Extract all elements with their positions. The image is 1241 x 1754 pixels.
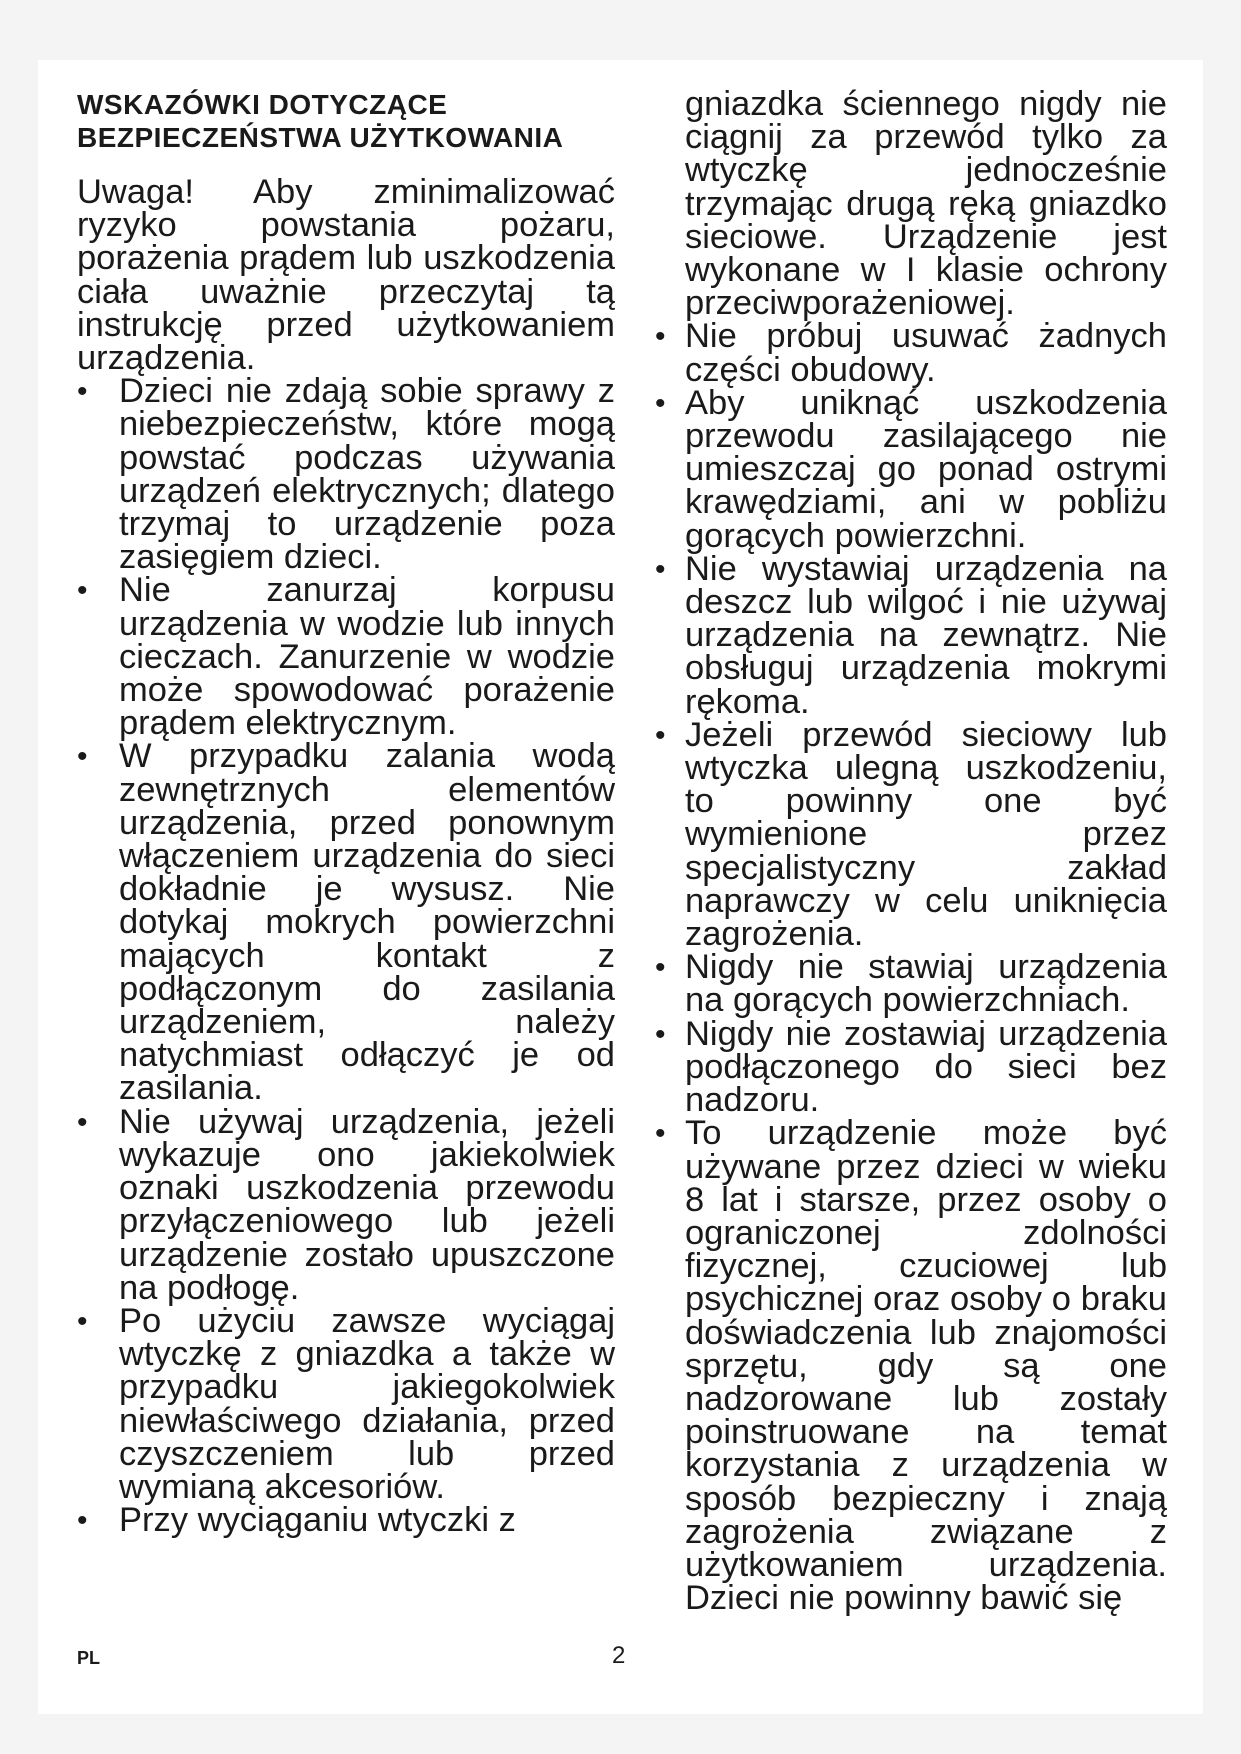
list-item: • Po użyciu zawsze wyciągaj wtyczkę z gniazdka a także w przypadku jakiegokolwiek niewłaściwego działania, przed czyszczeniem lub przed wymianą akcesoriów. [77, 1301, 615, 1506]
bullet-icon: • [77, 740, 88, 774]
bullet-icon: • [77, 1304, 88, 1338]
bullet-icon: • [655, 552, 666, 586]
list-item: • Dzieci nie zdają sobie sprawy z niebezpieczeństw, które mogą powstać podczas używania urządzeń elektrycznych; dlatego trzymaj to urządzenie poza zasięgiem dzieci. [77, 372, 615, 577]
list-item: • Aby uniknąć uszkodzenia przewodu zasilającego nie umieszczaj go ponad ostrymi krawędziami, ani w pobliżu gorących powierzchni. [655, 383, 1167, 555]
list-item: • Nigdy nie stawiaj urządzenia na gorących powierzchniach. [655, 948, 1167, 1020]
left-bullet-list [77, 372, 615, 1540]
list-item: • Przy wyciąganiu wtyczki z [77, 1501, 516, 1540]
bullet-icon: • [77, 1504, 88, 1538]
bullet-icon: • [77, 375, 88, 409]
list-item: • Nie używaj urządzenia, jeżeli wykazuje ono jakiekolwiek oznaki uszkodzenia przewodu przyłączeniowego lub jeżeli urządzenie zostało upuszczone na podłogę. [77, 1102, 615, 1307]
bullet-icon: • [655, 951, 666, 985]
right-column [655, 85, 1167, 1618]
left-column [77, 88, 615, 1540]
section-heading: WSKAZÓWKI DOTYCZĄCE BEZPIECZEŃSTWA UŻYTKOWANIA [77, 89, 564, 153]
footer-language-code: PL [77, 1648, 101, 1668]
list-item: • Jeżeli przewód sieciowy lub wtyczka ulegną uszkodzeniu, to powinny one być wymienione przez specjalistyczny zakład naprawczy w celu uniknięcia zagrożenia. [655, 715, 1167, 954]
bullet-icon: • [655, 320, 666, 354]
page-number: 2 [612, 1642, 626, 1669]
list-item: • Nie zanurzaj korpusu urządzenia w wodzie lub innych cieczach. Zanurzenie w wodzie może spowodować porażenie prądem elektrycznym. [77, 571, 615, 743]
list-item: • Nie wystawiaj urządzenia na deszcz lub wilgoć i nie używaj urządzenia na zewnątrz. Nie obsługuj urządzenia mokrymi rękoma. [655, 549, 1167, 721]
list-item: • Nie próbuj usuwać żadnych części obudowy. [655, 317, 1167, 389]
bullet-icon: • [77, 574, 88, 608]
list-item: • W przypadku zalania wodą zewnętrznych elementów urządzenia, przed ponownym włączeniem urządzenia do sieci dokładnie je wysusz. Nie dotykaj mokrych powierzchni mających kontakt z podłączonym do zasilania urządzeniem, należy natychmiast odłączyć je od zasilania. [77, 737, 615, 1108]
list-item: • Nigdy nie zostawiaj urządzenia podłączonego do sieci bez nadzoru. [655, 1014, 1167, 1120]
bullet-icon: • [655, 718, 666, 752]
continued-item-text: gniazdka ściennego nigdy nie ciągnij za przewód tylko za wtyczkę jednocześnie trzymając drugą ręką gniazdko sieciowe. Urządzenie jest wykonane w I klasie ochrony przeciwporażeniowej. [685, 85, 1167, 323]
bullet-icon: • [655, 1017, 666, 1051]
list-item: • To urządzenie może być używane przez dzieci w wieku 8 lat i starsze, przez osoby o ograniczonej zdolności fizycznej, czuciowej lub psychicznej oraz osoby o braku doświadczenia lub znajomości sprzętu, gdy są one nadzorowane lub zostały poinstruowane na temat korzystania z urządzenia w sposób bezpieczny i znają zagrożenia związane z użytkowaniem urządzenia. Dzieci nie powinny bawić się [655, 1114, 1167, 1618]
right-bullet-list [655, 317, 1167, 1618]
bullet-icon: • [77, 1105, 88, 1139]
bullet-icon: • [655, 1117, 666, 1151]
bullet-icon: • [655, 386, 666, 420]
intro-paragraph: Uwaga! Aby zminimalizować ryzyko powstania pożaru, porażenia prądem lub uszkodzenia ciała uważnie przeczytaj tą instrukcję przed użytkowaniem urządzenia. [77, 173, 615, 378]
